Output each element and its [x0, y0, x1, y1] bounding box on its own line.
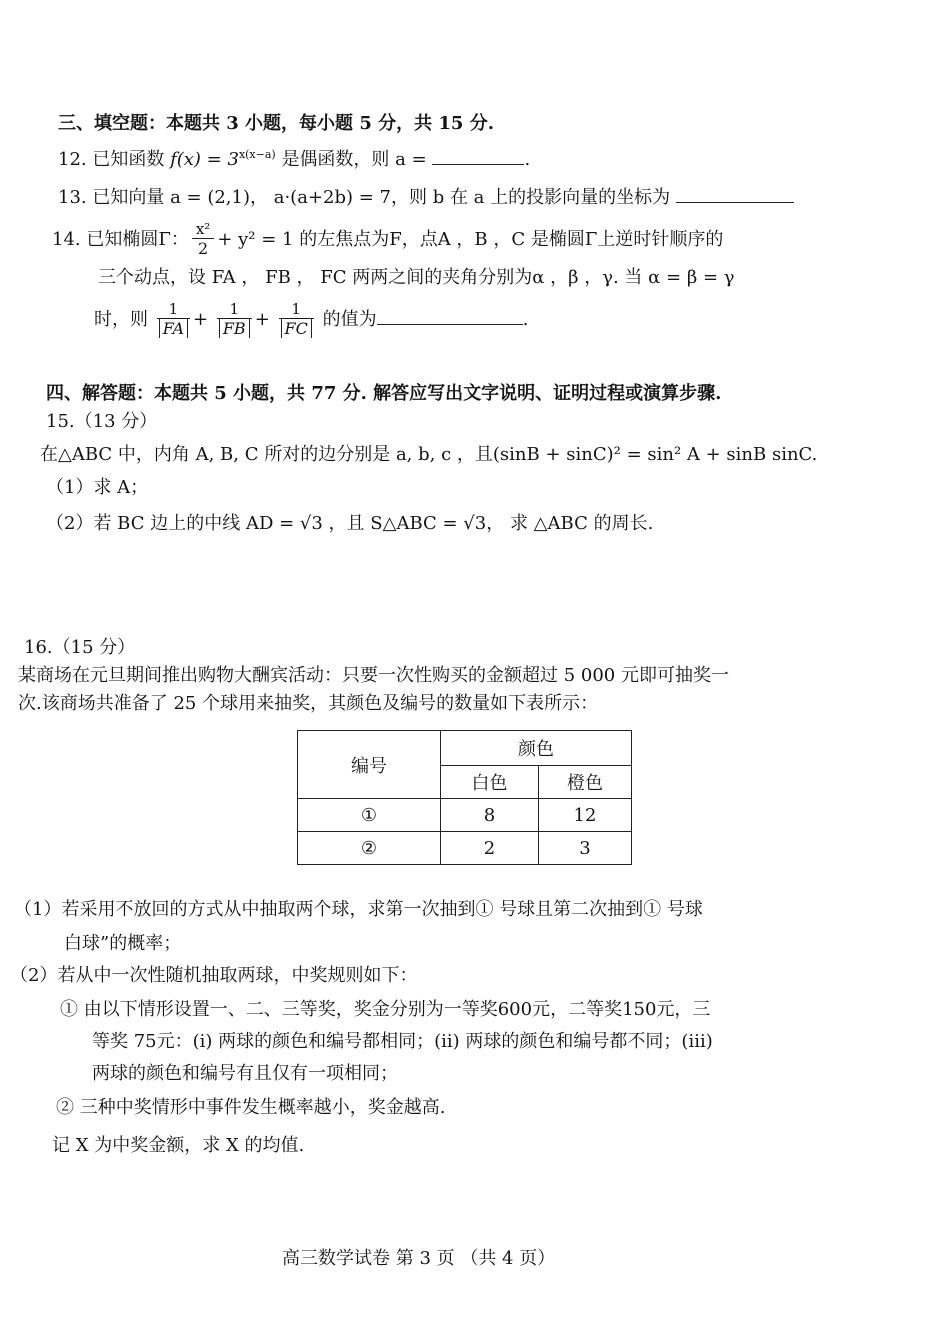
table-header-color: 颜色	[441, 731, 632, 766]
q14-one-b: 1	[217, 301, 252, 319]
question-12	[58, 146, 530, 172]
q16-stem-line1: 某商场在元旦期间推出购物大酬宾活动：只要一次性购买的金额超过 5 000 元即可抽奖一	[18, 665, 729, 686]
q12-answer-blank[interactable]	[432, 146, 524, 165]
q12-prefix: 12. 已知函数	[58, 149, 165, 170]
ball-count-table	[297, 730, 632, 865]
q12-end: .	[524, 149, 531, 170]
q14-plus-1: +	[193, 309, 209, 330]
question-13	[58, 184, 794, 210]
q14-ellipse-fraction	[192, 221, 214, 259]
table-cell-white: 8	[441, 799, 539, 832]
q14-plus-2: +	[254, 309, 270, 330]
q14-two: 2	[197, 239, 209, 258]
q13-answer-blank[interactable]	[676, 184, 794, 203]
table-cell-white: 2	[441, 832, 539, 865]
table-row	[298, 832, 632, 865]
table-cell-orange: 12	[539, 799, 632, 832]
q16-title: 16.（15 分）	[24, 637, 136, 658]
q14-frac-fb	[217, 301, 252, 339]
q12-exponent: x(x−a)	[238, 148, 276, 161]
q16-part2: （2）若从中一次性随机抽取两球，中奖规则如下：	[10, 965, 418, 986]
q14-one-a: 1	[157, 301, 190, 319]
question-14-line1	[52, 220, 723, 260]
page-footer: 高三数学试卷 第 3 页 （共 4 页）	[282, 1248, 556, 1269]
q14-vec-fa: FA	[162, 319, 184, 338]
q16-part1-line1: （1）若采用不放回的方式从中抽取两个球，求第一次抽到① 号球且第二次抽到① 号球	[14, 899, 703, 920]
table-header-number: 编号	[298, 731, 441, 799]
q13-text: 13. 已知向量 a = (2,1)， a·(a+2b) = 7，则 b 在 a 上的投影向量的坐标为	[58, 187, 671, 208]
table-row-label: ①	[298, 799, 441, 832]
question-14-line2: 三个动点，设 FA ， FB ， FC 两两之间的夹角分别为α ，β ，γ. 当 α = β = γ	[98, 267, 735, 288]
table-header-white: 白色	[441, 766, 539, 799]
q14-answer-blank[interactable]	[377, 306, 523, 325]
q15-stem: 在△ABC 中，内角 A, B, C 所对的边分别是 a, b, c ，且(sinB + sinC)² = sin² A + sinB sinC.	[40, 444, 818, 465]
q15-part1: （1）求 A；	[46, 477, 149, 498]
q14-end: .	[522, 309, 529, 330]
q14-vec-fc: FC	[284, 319, 308, 338]
table-header-orange: 橙色	[539, 766, 632, 799]
table-row-label: ②	[298, 832, 441, 865]
q16-final: 记 X 为中奖金额，求 X 的均值.	[52, 1135, 305, 1156]
q16-rule1-line1: ① 由以下情形设置一、二、三等奖，奖金分别为一等奖600元，二等奖150元，三	[60, 999, 711, 1020]
q12-function: f(x) = 3	[170, 149, 239, 170]
section4-heading: 四、解答题：本题共 5 小题，共 77 分. 解答应写出文字说明、证明过程或演算步骤.	[46, 383, 722, 404]
q15-title: 15.（13 分）	[46, 411, 158, 432]
q16-rule1-line2: 等奖 75元：(i) 两球的颜色和编号都相同；(ii) 两球的颜色和编号都不同；(iii)	[92, 1031, 713, 1052]
q14-line3-prefix: 时，则	[94, 309, 148, 330]
question-14-line3	[94, 294, 528, 346]
table-cell-orange: 3	[539, 832, 632, 865]
q14-one-c: 1	[279, 301, 314, 319]
table-row	[298, 799, 632, 832]
q16-stem-line2: 次.该商场共准备了 25 个球用来抽奖，其颜色及编号的数量如下表所示：	[18, 693, 599, 714]
q16-part1-line2: 白球”的概率；	[64, 933, 182, 954]
q12-suffix: 是偶函数，则 a =	[281, 149, 427, 170]
q14-x2: x²	[192, 221, 214, 239]
q14-frac-fc	[279, 301, 314, 339]
q16-rule2: ② 三种中奖情形中事件发生概率越小，奖金越高.	[56, 1097, 446, 1118]
q14-prefix: 14. 已知椭圆Γ：	[52, 229, 189, 250]
q14-line3-suffix: 的值为	[322, 309, 377, 330]
q14-line1-suffix: + y² = 1 的左焦点为F，点A ，B ，C 是椭圆Γ上逆时针顺序的	[217, 229, 724, 250]
section3-heading: 三、填空题：本题共 3 小题，每小题 5 分，共 15 分.	[58, 113, 494, 134]
q14-vec-fb: FB	[222, 319, 246, 338]
q14-frac-fa	[157, 301, 190, 339]
q16-rule1-line3: 两球的颜色和编号有且仅有一项相同；	[92, 1063, 398, 1084]
q15-part2: （2）若 BC 边上的中线 AD = √3 ，且 S△ABC = √3， 求 △ABC 的周长.	[46, 513, 654, 534]
